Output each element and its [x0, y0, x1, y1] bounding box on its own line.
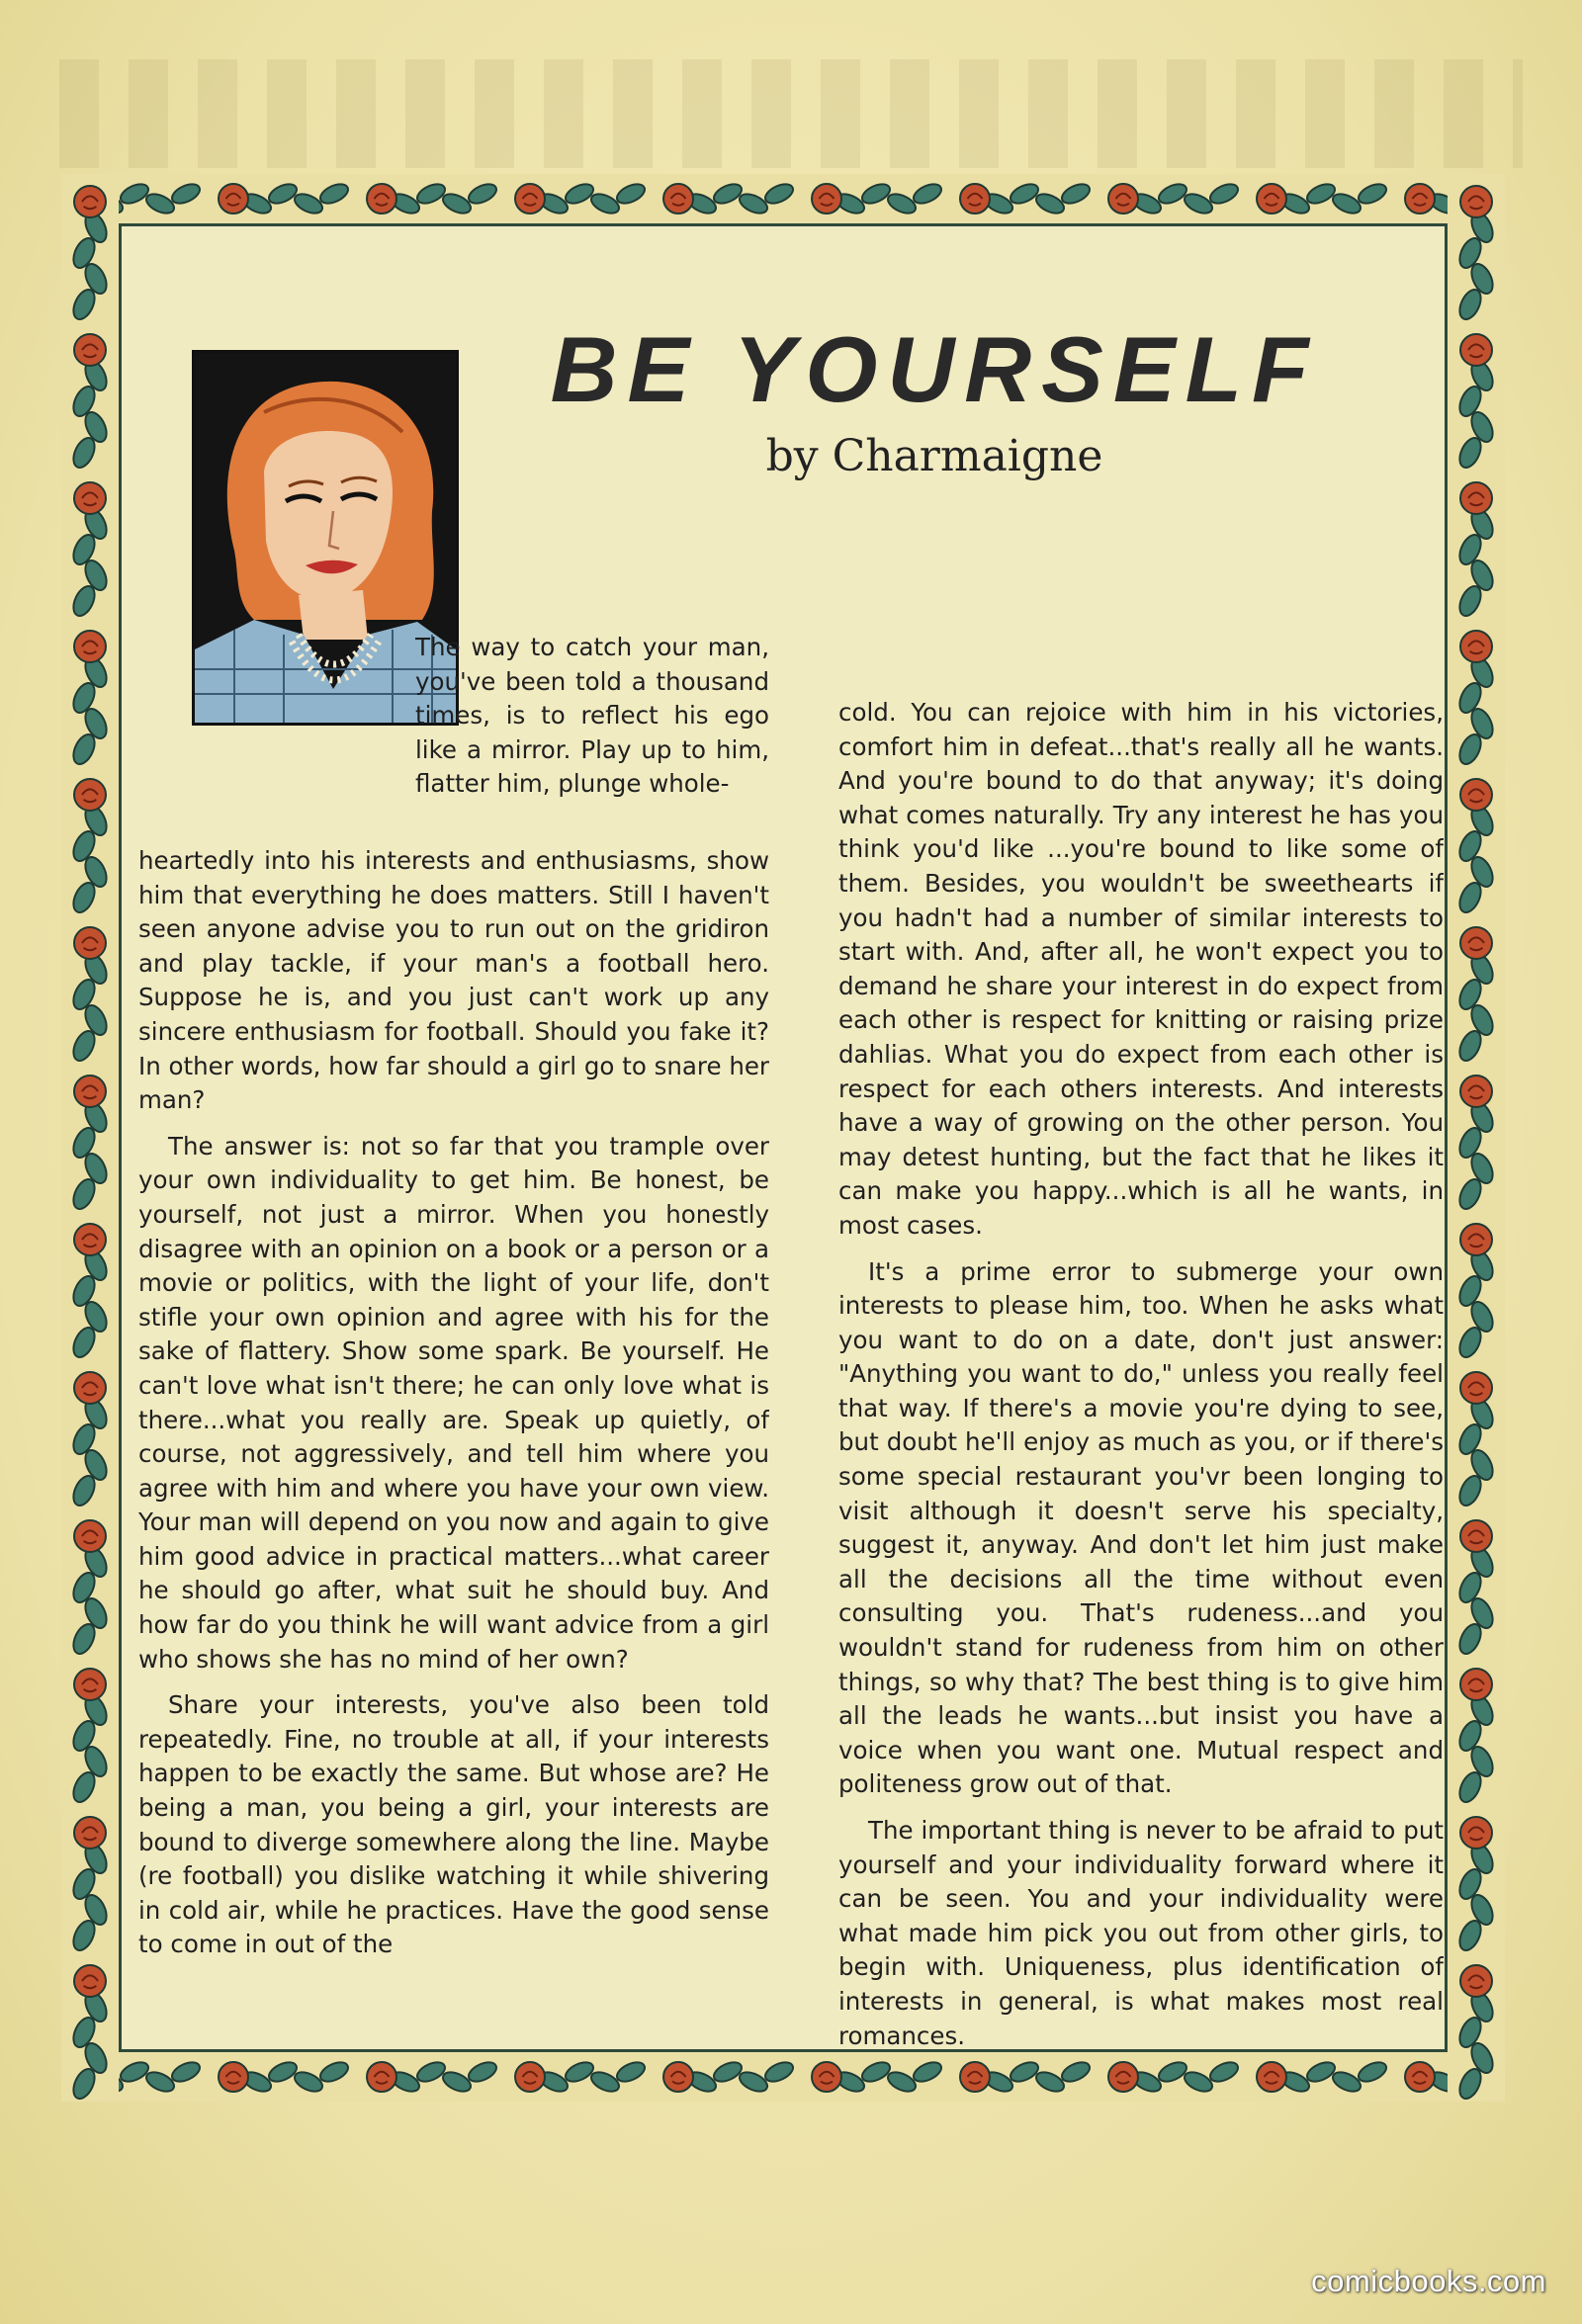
right-column: [838, 696, 1444, 2198]
rose-garland-border-left: [61, 174, 119, 2102]
article-title: BE YOURSELF: [550, 317, 1319, 421]
rose-icon: [367, 184, 396, 214]
rose-icon: [1460, 1372, 1492, 1404]
rose-icon: [1460, 186, 1492, 217]
left-column: [138, 844, 769, 2169]
rose-icon: [1108, 184, 1138, 214]
rose-icon: [74, 1669, 106, 1700]
rose-icon: [74, 631, 106, 662]
rose-icon: [1460, 1669, 1492, 1700]
paragraph: The important thing is never to be afraid to put yourself and your individuality forward where it can be seen. You and your individuality were what made him pick you out from other girls, to begin with. Uniqueness, plus identification of interests in general, is what makes most real romances.: [838, 1816, 1444, 2050]
rose-icon: [74, 1372, 106, 1404]
rose-icon: [74, 779, 106, 811]
rose-icon: [812, 2062, 841, 2092]
rose-icon: [812, 184, 841, 214]
rose-icon: [74, 1817, 106, 1849]
rose-icon: [1405, 184, 1435, 214]
rose-icon: [74, 334, 106, 366]
paragraph: It's a prime error to submerge your own interests to please him, too. When he asks what you want to do on a date, don't just answer: "Anything you want to do," unless you really feel that way. If there's a movie you're dying to see, but doubt he'll enjoy as much as you, or if there's some special restaurant you'vr been longing to visit although it doesn't serve his specialty, suggest it, anyway. And don't let him just make all the decisions all the time without even consulting you. That's rudeness...and you wouldn't stand for rudeness from him on other things, so why that? The best thing is to give him all the leads he wants...but insist you have a voice when you want one. Mutual respect and politeness grow out of that.: [838, 1256, 1444, 1799]
rose-icon: [515, 184, 545, 214]
intro-paragraph: [415, 631, 769, 836]
rose-icon: [1460, 334, 1492, 366]
rose-icon: [1460, 1520, 1492, 1552]
rose-icon: [74, 1076, 106, 1107]
rose-icon: [1460, 1224, 1492, 1255]
bleed-through-text: [59, 59, 1523, 168]
rose-icon: [74, 927, 106, 959]
rose-icon: [1460, 482, 1492, 514]
article-byline: by Charmaigne: [765, 431, 1103, 481]
rose-icon: [960, 184, 990, 214]
paragraph: Share your interests, you've also been told repeatedly. Fine, no trouble at all, if your interests happen to be exactly the same. But whose are? He being a man, you being a girl, your interests are bound to diverge somewhere along the line. Maybe (re football) you dislike watching it while shivering in cold air, while he practices. Have the good sense to come in out of the: [138, 1690, 769, 1959]
site-watermark: comicbooks.com: [1311, 2264, 1546, 2298]
rose-icon: [219, 184, 248, 214]
rose-icon: [1460, 1076, 1492, 1107]
rose-icon: [74, 186, 106, 217]
paragraph: The answer is: not so far that you trample over your own individuality to get him. Be honest, be yourself, not just a mirror. When you honestly disagree with an opinion on a book or a person or a movie or politics, with the light of your life, don't stifle your own opinion and agree with his for the sake of flattery. Show some spark. Be yourself. He can't love what isn't there; he can only love what is there...what you really are. Speak up quietly, of course, not aggressively, and tell him where you agree with him and where you have your own view. Your man will depend on you now and again to give him good advice in practical matters...what career he should go after, what suit he should buy. And how far do you think he will want advice from a girl who shows she has no mind of her own?: [138, 1131, 769, 1674]
rose-icon: [1460, 1817, 1492, 1849]
rose-icon: [663, 184, 693, 214]
rose-garland-border-right: [1448, 174, 1505, 2102]
rose-icon: [74, 1965, 106, 1997]
paragraph: cold. You can rejoice with him in his victories, comfort him in defeat...that's really all he wants. And you're bound to do that anyway; it's doing what comes naturally. Try any interest he has you think you'd like ...you're bound to like some of them. Besides, you wouldn't be sweethearts if you hadn't had a number of similar interests to start with. And, after all, he won't expect you to demand he share your interest in do expect from each other is respect for knitting or raising prize dahlias. What you do expect from each other is respect for each others interests. And interests have a way of growing on the other person. You may detest hunting, but the fact that he likes it can make you happy...which is all he wants, in most cases.: [838, 698, 1444, 1240]
rose-icon: [1460, 631, 1492, 662]
rose-icon: [1460, 1965, 1492, 1997]
rose-icon: [1460, 779, 1492, 811]
paragraph: The way to catch your man, you've been told a thousand times, is to reflect his ego like a mirror. Play up to him, flatter him, plunge whole-: [415, 633, 769, 799]
rose-icon: [1257, 184, 1286, 214]
rose-icon: [74, 1520, 106, 1552]
decorative-frame: [61, 174, 1505, 2102]
rose-garland-border-top: [61, 174, 1505, 223]
paragraph: heartedly into his interests and enthusiasms, show him that everything he does matters. Still I haven't seen anyone advise you to run out on the gridiron and play tackle, if your man's a football hero. Suppose he is, and you just can't work up any sincere enthusiasm for football. Should you fake it? In other words, how far should a girl go to snare her man?: [138, 846, 769, 1115]
rose-icon: [74, 482, 106, 514]
rose-icon: [1460, 927, 1492, 959]
rose-icon: [74, 1224, 106, 1255]
